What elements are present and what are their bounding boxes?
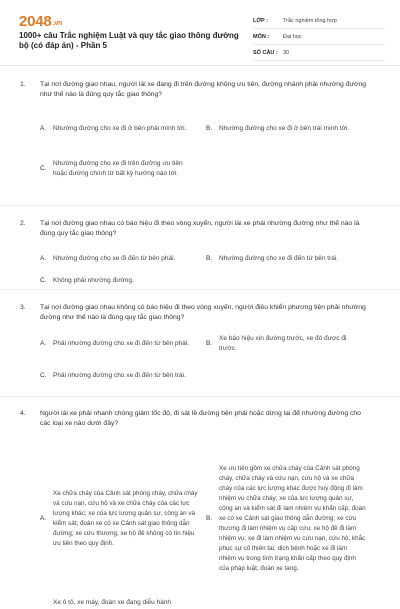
option-letter: C. xyxy=(40,165,47,172)
option-letter: B. xyxy=(206,255,213,262)
document-header xyxy=(0,0,400,66)
answer-option-c[interactable] xyxy=(40,365,372,387)
question-4-continued xyxy=(0,597,400,609)
meta-row-class xyxy=(253,13,385,29)
question-head xyxy=(20,219,372,239)
option-letter: C. xyxy=(40,372,47,379)
answer-option-b[interactable] xyxy=(206,253,372,265)
option-text: Xe ô tô, xe máy, đoàn xe đang diễu hành xyxy=(53,599,172,606)
option-letter: B. xyxy=(206,515,213,522)
answer-options xyxy=(20,116,372,196)
question-list xyxy=(0,80,400,609)
site-logo[interactable] xyxy=(19,13,62,30)
answer-options xyxy=(20,333,372,397)
option-text: Nhường đường cho xe đi ở bên phải mình tới. xyxy=(53,125,187,132)
question-1 xyxy=(0,80,400,206)
answer-option-a[interactable] xyxy=(40,437,206,601)
option-text: Xe ưu tiên gồm xe chữa cháy của Cảnh sát phòng cháy, chữa cháy và cứu nạn, cứu hộ và xe chữa cháy của các lực lượng khác được huy động đi làm nhiệm vụ chữa cháy; xe của lực lượng quân sự, công an và kiểm sát đi làm nhiệm vụ khẩn cấp; đoàn xe có xe Cảnh sát giao thông dẫn đường; xe cứu thương đi làm nhiệm vụ cấp cứu; xe hộ đê đi làm nhiệm vụ; xe đi làm nhiệm vụ cứu nạn, cứu hộ, khắc phục sự cố thiên tai, dịch bệnh hoặc xe đi làm nhiệm vụ trong tình trạng khẩn cấp theo quy định của pháp luật; đoàn xe tang. xyxy=(219,465,366,572)
answer-options xyxy=(20,437,372,601)
answer-option-c[interactable] xyxy=(40,275,372,287)
question-number: 2. xyxy=(20,220,26,227)
option-letter: B. xyxy=(206,340,213,347)
question-3 xyxy=(0,290,400,397)
answer-option-c[interactable] xyxy=(40,152,199,186)
question-text: Tại nơi đường giao nhau có báo hiệu đi theo vòng xuyến, người lái xe phải nhường đường như thế nào là đúng quy tắc giao thông? xyxy=(40,220,360,237)
logo-main: 2048 xyxy=(19,13,52,30)
answer-option-partial[interactable] xyxy=(40,597,372,609)
option-letter: A. xyxy=(40,125,47,132)
option-text: Nhường đường cho xe đi đến từ bên trái. xyxy=(219,255,339,262)
question-text: Tại nơi đường giao nhau, người lái xe đang đi trên đường không ưu tiên, đường nhánh phải nhường đường như thế nào là đúng quy tắc giao thông? xyxy=(40,81,367,98)
meta-value: Trắc nghiệm tổng hợp xyxy=(283,17,337,24)
question-4 xyxy=(0,397,400,597)
question-head xyxy=(20,303,372,323)
answer-option-a[interactable] xyxy=(40,333,206,355)
answer-option-b[interactable] xyxy=(206,333,372,355)
answer-option-a[interactable] xyxy=(40,253,206,265)
question-head xyxy=(20,409,372,429)
question-number: 1. xyxy=(20,81,26,88)
option-text: Xe báo hiệu xin đường trước, xe đó được đi trước. xyxy=(219,335,347,352)
question-head xyxy=(20,80,372,100)
meta-label: MÔN : xyxy=(253,33,270,40)
answer-option-b[interactable] xyxy=(206,437,372,601)
option-text: Nhường đường cho xe đi trên đường ưu tiên hoặc đường chính từ bất kỳ hướng nào tới. xyxy=(53,160,183,177)
meta-label: SỐ CÂU : xyxy=(253,49,278,56)
meta-row-subject xyxy=(253,29,385,45)
answer-options xyxy=(20,597,372,609)
option-text: Phải nhường đường cho xe đi đến từ bên phải. xyxy=(53,340,190,347)
question-number: 3. xyxy=(20,304,26,311)
option-text: Xe chữa cháy của Cảnh sát phòng cháy, chữa cháy và cứu nạn, cứu hộ và xe chữa cháy của các lực lượng khác; xe của lực lượng quân sự, công an và kiểm sát; đoàn xe có xe Cảnh sát giao thông dẫn đường; xe cứu thương; xe hộ đê không có tín hiệu ưu tiên theo quy định. xyxy=(53,490,198,547)
answer-option-b[interactable] xyxy=(206,116,372,142)
document-title: 1000+ câu Trắc nghiệm Luật và quy tắc giao thông đường bộ (có đáp án) - Phần 5 xyxy=(19,31,239,50)
meta-value: 30 xyxy=(283,49,290,56)
answer-option-a[interactable] xyxy=(40,116,206,142)
option-letter: B. xyxy=(206,125,213,132)
meta-value: Đại học xyxy=(283,33,302,40)
option-letter: A. xyxy=(40,515,47,522)
question-text: Tại nơi đường giao nhau không có báo hiệu đi theo vòng xuyến, người điều khiển phương tiện phải nhường đường như thế nào là đúng quy tắc giao thông? xyxy=(40,304,366,321)
option-letter: C. xyxy=(40,277,47,284)
option-letter: A. xyxy=(40,340,47,347)
option-text: Không phải nhường đường. xyxy=(53,277,134,284)
question-number: 4. xyxy=(20,410,26,417)
meta-label: LỚP : xyxy=(253,17,268,24)
meta-row-count xyxy=(253,45,385,61)
question-text: Người lái xe phải nhanh chóng giảm tốc độ, đi sát lề đường bên phải hoặc dừng lại để nhường đường cho các loại xe nào dưới đây? xyxy=(40,410,361,427)
option-text: Phải nhường đường cho xe đi đến từ bên trái. xyxy=(53,372,186,379)
document-meta xyxy=(253,13,385,61)
logo-tld: .vn xyxy=(52,20,63,27)
question-2 xyxy=(0,206,400,290)
option-text: Nhường đường cho xe đi ở bên trái mình tới. xyxy=(219,125,350,132)
option-letter: A. xyxy=(40,255,47,262)
option-text: Nhường đường cho xe đi đến từ bên phải. xyxy=(53,255,176,262)
